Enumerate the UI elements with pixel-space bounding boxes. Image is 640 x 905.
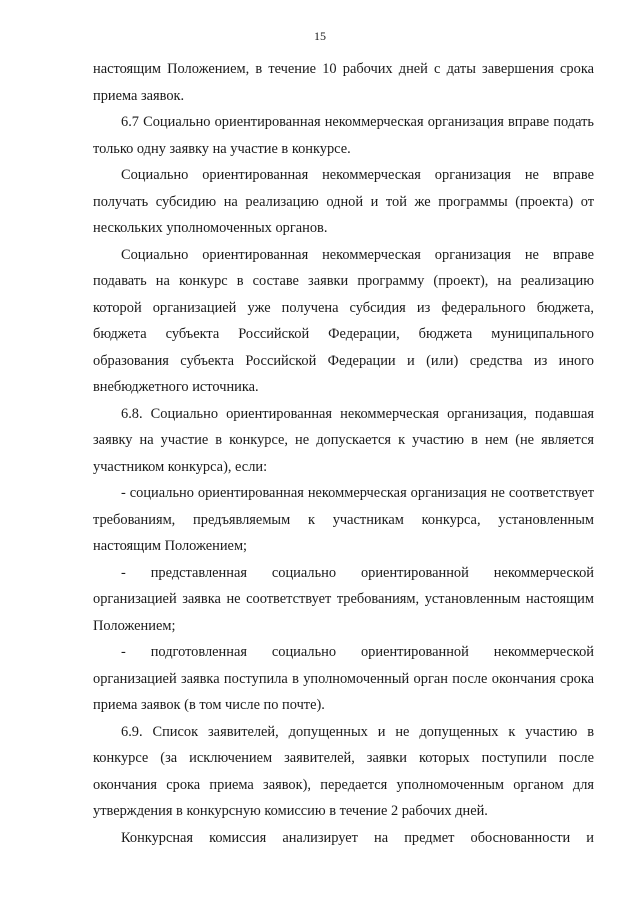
paragraph-6-8: 6.8. Социально ориентированная некоммерческая организация, подавшая заявку на участие в конкурсе, не допускается к участию в нем (не является участником конкурса), если: (93, 405, 594, 475)
paragraph-6-9: 6.9. Список заявителей, допущенных и не допущенных к участию в конкурсе (за исключением заявителей, заявки которых поступили после окончания срока приема заявок), передается уполномоченным органом для утверждения в конкурсную комиссию в течение 2 рабочих дней. (93, 723, 594, 819)
paragraph-6-7: 6.7 Социально ориентированная некоммерческая организация вправе подать только одну заявку на участие в конкурсе. (93, 114, 594, 157)
paragraph-continuation: настоящим Положением, в течение 10 рабочих дней с даты завершения срока приема заявок. (93, 61, 594, 104)
list-item-application-mismatch: - представленная социально ориентированной некоммерческой организацией заявка не соответствует требованиям, установленным настоящим Положением; (93, 564, 594, 634)
paragraph-subsidy-restriction: Социально ориентированная некоммерческая организация не вправе получать субсидию на реализацию одной и той же программы (проекта) от нескольких уполномоченных органов. (93, 167, 594, 236)
document-body (93, 56, 594, 851)
list-item-late-application: - подготовленная социально ориентированной некоммерческой организацией заявка поступила в уполномоченный орган после окончания срока приема заявок (в том числе по почте). (93, 644, 594, 713)
list-item-requirements: - социально ориентированная некоммерческая организация не соответствует требованиям, предъявляемым к участникам конкурса, установленным настоящим Положением; (93, 485, 594, 554)
page-number: 15 (314, 29, 326, 43)
paragraph-commission: Конкурсная комиссия анализирует на предмет обоснованности и (121, 829, 594, 846)
paragraph-project-restriction: Социально ориентированная некоммерческая организация не вправе подавать на конкурс в составе заявки программу (проект), на реализацию которой организацией уже получена субсидия из федерального бюджета, бюджета субъекта Российской Федерации, бюджета муниципального образования субъекта Российской Федерации и (или) средства из иного внебюджетного источника. (93, 246, 594, 395)
